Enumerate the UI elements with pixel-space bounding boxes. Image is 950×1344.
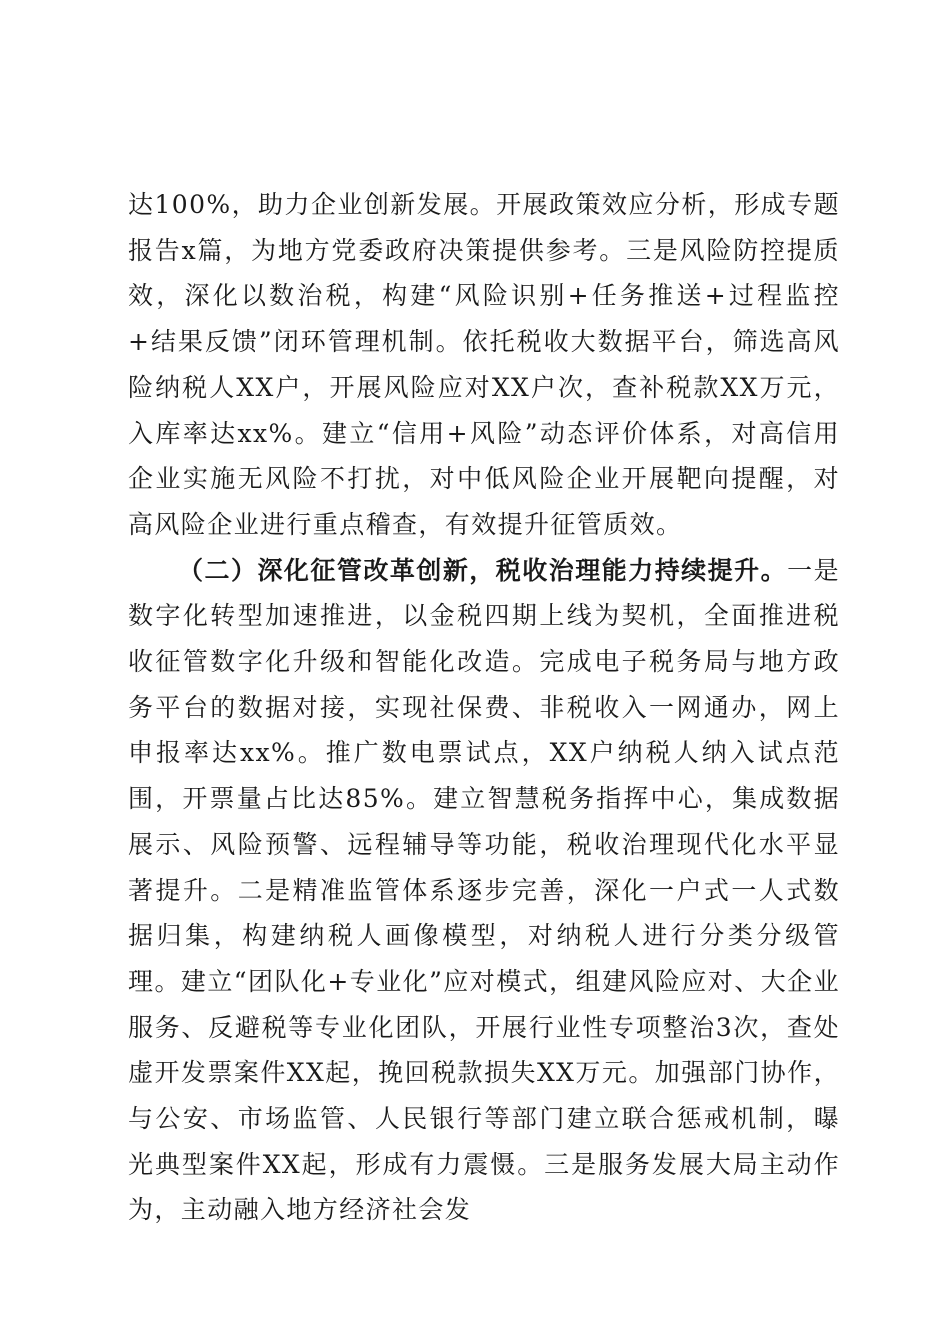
document-body (128, 182, 840, 1233)
paragraph-continuation: 达100%，助力企业创新发展。开展政策效应分析，形成专题报告x篇，为地方党委政府决策提供参考。三是风险防控提质效，深化以数治税，构建“风险识别+任务推送+过程监控+结果反馈”闭环管理机制。依托税收大数据平台，筛选高风险纳税人XX户，开展风险应对XX户次，查补税款XX万元，入库率达xx%。建立“信用+风险”动态评价体系，对高信用企业实施无风险不打扰，对中低风险企业开展靶向提醒，对高风险企业进行重点稽查，有效提升征管质效。 (128, 190, 840, 539)
section-2-body: 一是数字化转型加速推进，以金税四期上线为契机，全面推进税收征管数字化升级和智能化改造。完成电子税务局与地方政务平台的数据对接，实现社保费、非税收入一网通办，网上申报率达xx%。推广数电票试点，XX户纳税人纳入试点范围，开票量占比达85%。建立智慧税务指挥中心，集成数据展示、风险预警、远程辅导等功能，税收治理现代化水平显著提升。二是精准监管体系逐步完善，深化一户式一人式数据归集，构建纳税人画像模型，对纳税人进行分类分级管理。建立“团队化+专业化”应对模式，组建风险应对、大企业服务、反避税等专业化团队，开展行业性专项整治3次，查处虚开发票案件XX起，挽回税款损失XX万元。加强部门协作，与公安、市场监管、人民银行等部门建立联合惩戒机制，曝光典型案件XX起，形成有力震慑。三是服务发展大局主动作为，主动融入地方经济社会发 (128, 555, 840, 1225)
section-2-heading: （二）深化征管改革创新，税收治理能力持续提升。 (178, 555, 788, 585)
paragraph-section-2 (128, 548, 840, 1234)
